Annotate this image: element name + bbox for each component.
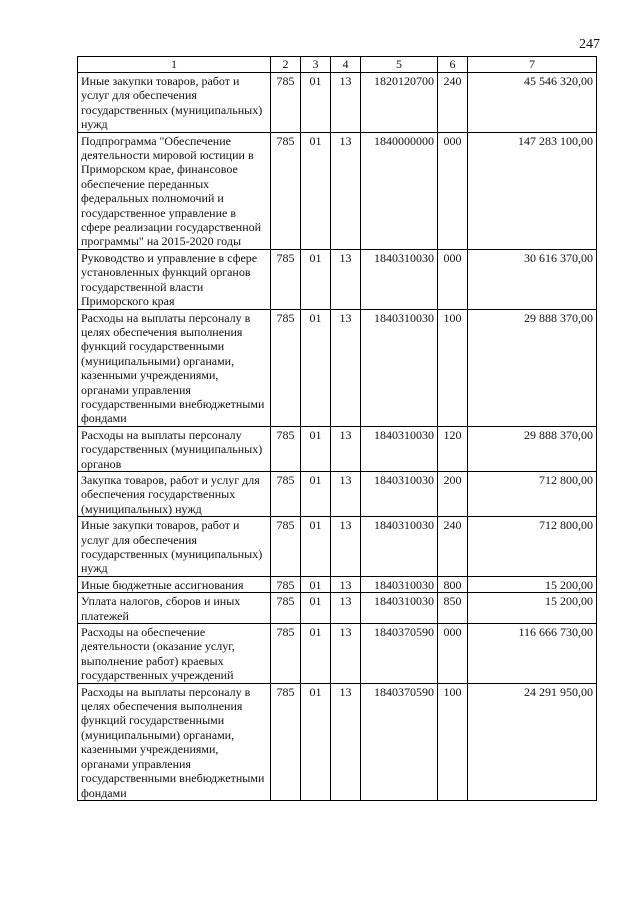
page-number: 247 — [579, 37, 600, 52]
amount-cell: 712 800,00 — [468, 517, 597, 577]
subsection-code-cell: 13 — [331, 576, 361, 592]
section-code-cell: 01 — [301, 593, 331, 624]
grbs-code-cell: 785 — [271, 426, 301, 471]
section-code-cell: 01 — [301, 576, 331, 592]
target-article-cell: 1820120700 — [361, 73, 438, 133]
table-row — [78, 683, 597, 800]
target-article-cell: 1840000000 — [361, 132, 438, 249]
expense-name-cell: Иные закупки товаров, работ и услуг для обеспечения государственных (муниципальных) нужд — [78, 517, 271, 577]
expense-type-cell: 120 — [438, 426, 468, 471]
table-row — [78, 517, 597, 577]
column-header-5: 5 — [361, 57, 438, 73]
target-article-cell: 1840370590 — [361, 624, 438, 684]
table-row — [78, 309, 597, 426]
expense-name-cell: Руководство и управление в сфере установленных функций органов государственной власти Приморского края — [78, 249, 271, 309]
grbs-code-cell: 785 — [271, 683, 301, 800]
amount-cell: 15 200,00 — [468, 593, 597, 624]
table-row — [78, 576, 597, 592]
grbs-code-cell: 785 — [271, 624, 301, 684]
expense-name-cell: Расходы на обеспечение деятельности (оказание услуг, выполнение работ) краевых государственных учреждений — [78, 624, 271, 684]
grbs-code-cell: 785 — [271, 517, 301, 577]
expense-name-cell: Расходы на выплаты персоналу в целях обеспечения выполнения функций государственными (муниципальными) органами, казенными учреждениями, органами управления государственными внебюджетными фондами — [78, 309, 271, 426]
expense-type-cell: 240 — [438, 73, 468, 133]
expense-type-cell: 000 — [438, 249, 468, 309]
grbs-code-cell: 785 — [271, 132, 301, 249]
column-header-6: 6 — [438, 57, 468, 73]
table-row — [78, 132, 597, 249]
budget-table — [77, 56, 597, 801]
expense-name-cell: Закупка товаров, работ и услуг для обеспечения государственных (муниципальных) нужд — [78, 471, 271, 516]
grbs-code-cell: 785 — [271, 309, 301, 426]
expense-type-cell: 100 — [438, 309, 468, 426]
section-code-cell: 01 — [301, 309, 331, 426]
subsection-code-cell: 13 — [331, 73, 361, 133]
amount-cell: 30 616 370,00 — [468, 249, 597, 309]
grbs-code-cell: 785 — [271, 73, 301, 133]
section-code-cell: 01 — [301, 73, 331, 133]
column-header-2: 2 — [271, 57, 301, 73]
column-header-4: 4 — [331, 57, 361, 73]
section-code-cell: 01 — [301, 683, 331, 800]
subsection-code-cell: 13 — [331, 426, 361, 471]
amount-cell: 24 291 950,00 — [468, 683, 597, 800]
section-code-cell: 01 — [301, 624, 331, 684]
expense-type-cell: 850 — [438, 593, 468, 624]
expense-name-cell: Уплата налогов, сборов и иных платежей — [78, 593, 271, 624]
expense-name-cell: Подпрограмма "Обеспечение деятельности мировой юстиции в Приморском крае, финансовое обеспечение переданных федеральных полномочий и государственное управление в сфере реализации государственной программы" на 2015-2020 годы — [78, 132, 271, 249]
subsection-code-cell: 13 — [331, 624, 361, 684]
table-row — [78, 73, 597, 133]
amount-cell: 45 546 320,00 — [468, 73, 597, 133]
grbs-code-cell: 785 — [271, 249, 301, 309]
subsection-code-cell: 13 — [331, 593, 361, 624]
expense-name-cell: Расходы на выплаты персоналу в целях обеспечения выполнения функций государственными (муниципальными) органами, казенными учреждениями, органами управления государственными внебюджетными фондами — [78, 683, 271, 800]
section-code-cell: 01 — [301, 249, 331, 309]
amount-cell: 29 888 370,00 — [468, 426, 597, 471]
target-article-cell: 1840310030 — [361, 426, 438, 471]
column-number-row — [78, 57, 597, 73]
table-row — [78, 593, 597, 624]
expense-type-cell: 200 — [438, 471, 468, 516]
grbs-code-cell: 785 — [271, 471, 301, 516]
section-code-cell: 01 — [301, 426, 331, 471]
expense-name-cell: Иные бюджетные ассигнования — [78, 576, 271, 592]
grbs-code-cell: 785 — [271, 593, 301, 624]
subsection-code-cell: 13 — [331, 249, 361, 309]
amount-cell: 116 666 730,00 — [468, 624, 597, 684]
column-header-1: 1 — [78, 57, 271, 73]
amount-cell: 712 800,00 — [468, 471, 597, 516]
target-article-cell: 1840310030 — [361, 517, 438, 577]
amount-cell: 147 283 100,00 — [468, 132, 597, 249]
target-article-cell: 1840310030 — [361, 471, 438, 516]
section-code-cell: 01 — [301, 471, 331, 516]
target-article-cell: 1840310030 — [361, 249, 438, 309]
target-article-cell: 1840310030 — [361, 309, 438, 426]
column-header-7: 7 — [468, 57, 597, 73]
expense-name-cell: Расходы на выплаты персоналу государственных (муниципальных) органов — [78, 426, 271, 471]
table-row — [78, 624, 597, 684]
expense-name-cell: Иные закупки товаров, работ и услуг для обеспечения государственных (муниципальных) нужд — [78, 73, 271, 133]
expense-type-cell: 000 — [438, 132, 468, 249]
amount-cell: 29 888 370,00 — [468, 309, 597, 426]
expense-type-cell: 100 — [438, 683, 468, 800]
expense-type-cell: 800 — [438, 576, 468, 592]
subsection-code-cell: 13 — [331, 132, 361, 249]
target-article-cell: 1840310030 — [361, 593, 438, 624]
expense-type-cell: 000 — [438, 624, 468, 684]
subsection-code-cell: 13 — [331, 517, 361, 577]
grbs-code-cell: 785 — [271, 576, 301, 592]
section-code-cell: 01 — [301, 517, 331, 577]
column-header-3: 3 — [301, 57, 331, 73]
target-article-cell: 1840310030 — [361, 576, 438, 592]
subsection-code-cell: 13 — [331, 471, 361, 516]
subsection-code-cell: 13 — [331, 683, 361, 800]
table-row — [78, 426, 597, 471]
table-row — [78, 471, 597, 516]
expense-type-cell: 240 — [438, 517, 468, 577]
table-row — [78, 249, 597, 309]
target-article-cell: 1840370590 — [361, 683, 438, 800]
subsection-code-cell: 13 — [331, 309, 361, 426]
section-code-cell: 01 — [301, 132, 331, 249]
amount-cell: 15 200,00 — [468, 576, 597, 592]
